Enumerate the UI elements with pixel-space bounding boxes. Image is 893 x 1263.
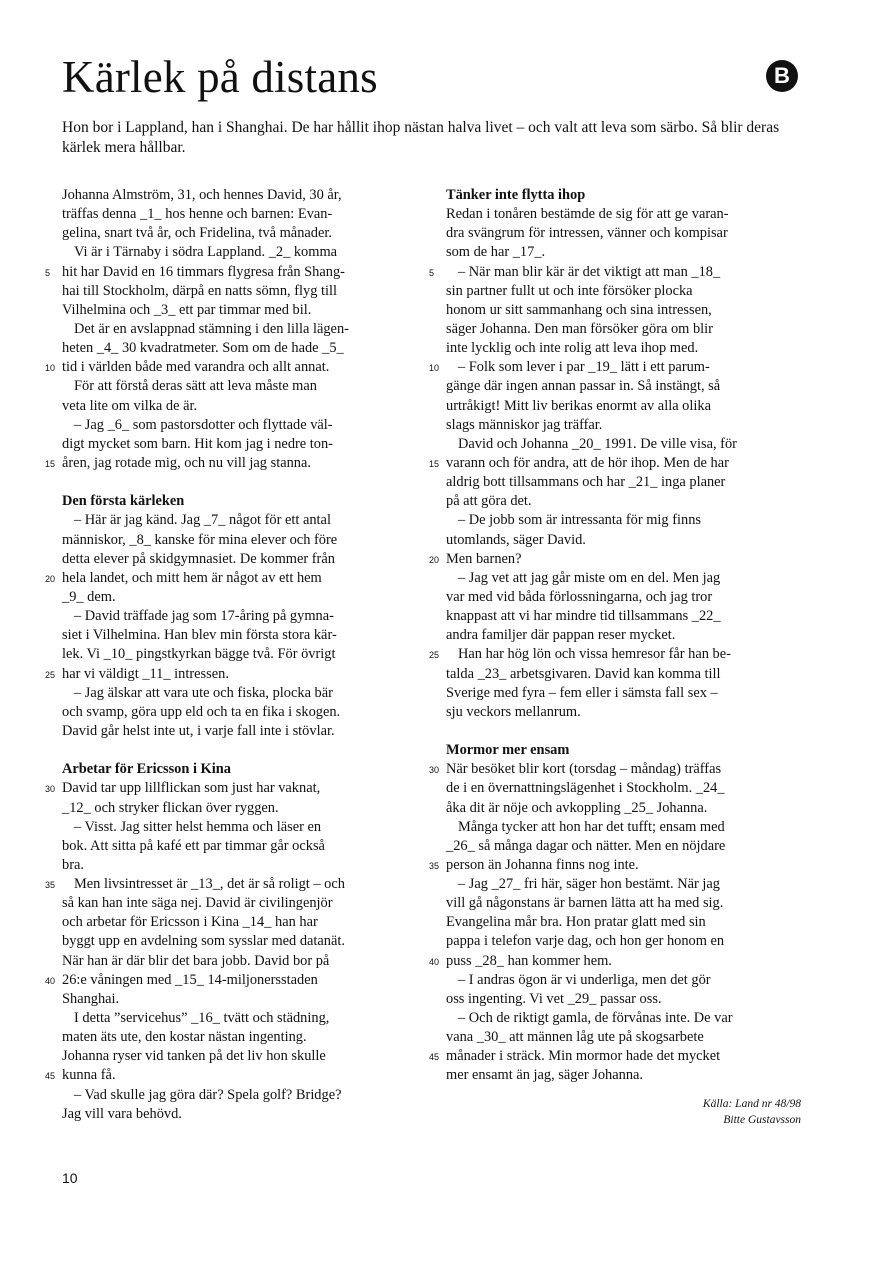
text-line	[446, 224, 806, 243]
text-line	[446, 1066, 806, 1085]
line-text: inte lycklig och inte rolig att leva ihop med.	[446, 340, 699, 357]
section-heading	[446, 186, 806, 205]
line-text: – Jag vet att jag går miste om en del. Men jag	[458, 569, 721, 586]
text-line	[446, 818, 806, 837]
line-number: 10	[45, 363, 56, 374]
left-column	[45, 186, 422, 1124]
line-text: – När man blir kär är det viktigt att man _18_	[458, 263, 721, 280]
line-text: vill gå någonstans är barnen lätta att ha med sig.	[446, 895, 724, 912]
line-text: varann och för andra, att de hör ihop. Men de har	[446, 454, 729, 471]
text-line	[62, 186, 422, 205]
page-number: 10	[62, 1170, 78, 1186]
line-number: 10	[429, 363, 440, 374]
text-line	[62, 320, 422, 339]
text-line	[62, 607, 422, 626]
article-title: Kärlek på distans	[62, 52, 378, 102]
text-line	[446, 377, 806, 396]
text-line	[446, 416, 806, 435]
text-line	[446, 932, 806, 951]
text-line	[446, 531, 806, 550]
line-text: var med vid båda förlossningarna, och jag tror	[446, 588, 713, 605]
text-line	[62, 1009, 422, 1028]
line-text: och arbetar för Ericsson i Kina _14_ han har	[62, 914, 318, 931]
text-line	[446, 1028, 806, 1047]
text-line	[45, 263, 422, 282]
line-text: urtråkigt! Mitt liv berikas enormt av alla olika	[446, 397, 711, 414]
line-text: – Vad skulle jag göra där? Spela golf? Bridge?	[74, 1086, 342, 1103]
article-intro: Hon bor i Lappland, han i Shanghai. De har hållit ihop nästan halva livet – och valt att leva som särbo. Så blir deras kärlek mera hållbar.	[62, 119, 780, 156]
text-line	[446, 779, 806, 798]
line-text: utomlands, säger David.	[446, 531, 586, 548]
section-heading	[62, 492, 422, 511]
line-number: 30	[45, 784, 56, 795]
line-text: som de har _17_.	[446, 244, 546, 261]
text-line	[45, 358, 422, 377]
text-line	[62, 205, 422, 224]
line-number: 25	[45, 669, 56, 680]
spacer	[62, 473, 422, 492]
line-text: _12_ och stryker flickan över ryggen.	[62, 799, 279, 816]
text-line	[446, 339, 806, 358]
text-line	[62, 435, 422, 454]
line-text: människor, _8_ kanske för mina elever och före	[62, 531, 338, 548]
line-text: byggt upp en avdelning som sysslar med datanät.	[62, 933, 345, 950]
line-text: bok. Att sitta på kafé ett par timmar går också	[62, 837, 325, 854]
source-citation: Källa: Land nr 48/98	[702, 1098, 801, 1110]
line-text: åren, jag rotade mig, och nu vill jag stanna.	[62, 454, 311, 471]
text-line	[446, 971, 806, 990]
text-line	[446, 913, 806, 932]
text-line	[45, 454, 422, 473]
line-text: David tar upp lillflickan som just har vaknat,	[62, 780, 321, 797]
text-line	[446, 492, 806, 511]
text-line	[62, 1086, 422, 1105]
line-text: Jag vill vara behövd.	[62, 1105, 182, 1122]
text-line	[429, 358, 806, 377]
text-line	[62, 588, 422, 607]
line-text: – Jag _27_ fri här, säger hon bestämt. När jag	[458, 876, 720, 893]
line-text: säger Johanna. Den man försöker göra om blir	[446, 320, 713, 337]
line-text: Vilhelmina och _3_ ett par timmar med bil.	[62, 301, 312, 318]
text-line	[62, 397, 422, 416]
line-text: hela landet, och mitt hem är något av ett hem	[62, 569, 322, 586]
line-text: och svamp, göra upp eld och ta en fika i skogen.	[62, 703, 341, 720]
source-author: Bitte Gustavsson	[723, 1114, 801, 1126]
text-line	[429, 645, 806, 664]
text-line	[446, 320, 806, 339]
text-line	[446, 875, 806, 894]
line-text: person än Johanna finns nog inte.	[446, 856, 639, 873]
text-line	[62, 894, 422, 913]
line-text: på att göra det.	[446, 493, 532, 510]
line-text: Johanna Almström, 31, och hennes David, 30 år,	[62, 187, 342, 203]
text-line	[446, 435, 806, 454]
line-text: – Jag _6_ som pastorsdotter och flyttade väl-	[74, 416, 333, 433]
line-text: tid i världen både med varandra och allt annat.	[62, 359, 330, 376]
line-text: – Här är jag känd. Jag _7_ något för ett antal	[74, 512, 331, 529]
line-text: bra.	[62, 856, 84, 873]
line-text: hai till Stockholm, därpå en natts sömn, flyg till	[62, 282, 337, 299]
line-text: sin partner fullt ut och inte försöker plocka	[446, 282, 693, 299]
line-number: 25	[429, 650, 440, 661]
line-text: siet i Vilhelmina. Han blev min första stora kär-	[62, 627, 337, 644]
text-line	[62, 282, 422, 301]
text-line	[62, 1028, 422, 1047]
text-line	[62, 416, 422, 435]
source-credit	[703, 1096, 801, 1128]
line-text: lek. Vi _10_ pingstkyrkan bägge två. För övrigt	[62, 646, 336, 663]
text-line	[45, 665, 422, 684]
text-line	[62, 339, 422, 358]
line-text: – David träffade jag som 17-åring på gymna-	[74, 608, 334, 625]
line-text: honom ur sitt sammanhang och sina intressen,	[446, 301, 712, 318]
text-line	[429, 263, 806, 282]
text-line	[446, 837, 806, 856]
text-line	[429, 952, 806, 971]
line-text: knappast att vi har mindre tid tillsammans _22_	[446, 608, 721, 625]
text-line	[62, 531, 422, 550]
line-text: Arbetar för Ericsson i Kina	[62, 761, 231, 778]
line-number: 45	[429, 1052, 440, 1063]
text-line	[446, 511, 806, 530]
text-line	[429, 454, 806, 473]
line-text: digt mycket som barn. Hit kom jag i nedre ton-	[62, 435, 333, 452]
text-line	[446, 665, 806, 684]
line-text: När besöket blir kort (torsdag – måndag) träffas	[446, 761, 722, 778]
text-line	[446, 684, 806, 703]
line-text: så kan han inte säga nej. David är civilingenjör	[62, 895, 333, 912]
text-line	[62, 645, 422, 664]
text-line	[446, 703, 806, 722]
text-line	[62, 626, 422, 645]
text-line	[446, 990, 806, 1009]
line-text: pappa i telefon varje dag, och hon ger honom en	[446, 933, 725, 950]
line-number: 5	[45, 267, 51, 278]
line-text: – I andras ögon är vi underliga, men det gör	[458, 971, 711, 988]
line-text: _26_ så många dagar och nätter. Men en nöjdare	[446, 837, 726, 854]
text-line	[446, 301, 806, 320]
right-column	[429, 186, 806, 1086]
line-text: har vi väldigt _11_ intressen.	[62, 665, 229, 682]
text-line	[62, 1105, 422, 1124]
line-text: puss _28_ han kommer hem.	[446, 952, 612, 969]
line-text: – Och de riktigt gamla, de förvånas inte. De var	[458, 1010, 733, 1027]
line-text: de i en övernattningslägenhet i Stockholm. _24_	[446, 780, 725, 797]
section-heading	[446, 741, 806, 760]
line-number: 40	[45, 975, 56, 986]
line-text: För att förstå deras sätt att leva måste man	[74, 378, 317, 395]
section-heading	[62, 760, 422, 779]
text-line	[62, 799, 422, 818]
text-line	[62, 837, 422, 856]
text-line	[446, 626, 806, 645]
line-number: 20	[45, 573, 56, 584]
line-text: aldrig bott tillsammans och har _21_ inga planer	[446, 474, 726, 491]
text-line	[62, 932, 422, 951]
text-line	[446, 588, 806, 607]
line-text: heten _4_ 30 kvadratmeter. Som om de hade _5_	[62, 340, 344, 357]
line-number: 15	[45, 458, 56, 469]
line-text: – Jag älskar att vara ute och fiska, plocka bär	[74, 684, 333, 701]
line-text: När han är där blir det bara jobb. David bor på	[62, 952, 330, 969]
line-number: 5	[429, 267, 435, 278]
line-text: Många tycker att hon har det tufft; ensam med	[458, 818, 725, 835]
line-text: Mormor mer ensam	[446, 742, 570, 759]
text-line	[45, 779, 422, 798]
line-text: åka dit är nöje och avkoppling _25_ Johanna.	[446, 799, 708, 816]
line-text: veta lite om vilka de är.	[62, 397, 198, 414]
line-text: Tänker inte flytta ihop	[446, 187, 586, 203]
text-line	[62, 224, 422, 243]
line-text: – De jobb som är intressanta för mig finns	[458, 512, 701, 529]
text-line	[45, 1066, 422, 1085]
text-line	[62, 243, 422, 262]
text-line	[62, 1047, 422, 1066]
line-text: Johanna ryser vid tanken på det liv hon skulle	[62, 1048, 326, 1065]
text-line	[62, 818, 422, 837]
text-line	[429, 550, 806, 569]
level-badge: B	[766, 60, 798, 92]
line-text: hit har David en 16 timmars flygresa från Shang-	[62, 263, 345, 280]
line-number: 20	[429, 554, 440, 565]
text-line	[62, 684, 422, 703]
text-line	[45, 875, 422, 894]
line-number: 35	[45, 880, 56, 891]
text-line	[62, 856, 422, 875]
line-text: månader i sträck. Min mormor hade det mycket	[446, 1048, 721, 1065]
line-text: mer ensamt än jag, säger Johanna.	[446, 1067, 643, 1084]
line-number: 45	[45, 1071, 56, 1082]
line-text: gelina, snart två år, och Fridelina, två månader.	[62, 225, 332, 242]
line-text: träffas denna _1_ hos henne och barnen: Evan-	[62, 206, 333, 223]
line-text: Men barnen?	[446, 550, 522, 567]
line-text: I detta ”servicehus” _16_ tvätt och städning,	[74, 1010, 330, 1027]
spacer	[446, 722, 806, 741]
text-line	[62, 703, 422, 722]
line-number: 30	[429, 765, 440, 776]
line-text: andra familjer där pappan reser mycket.	[446, 627, 676, 644]
line-text: dra svängrum för intressen, vänner och kompisar	[446, 225, 728, 242]
text-line	[62, 913, 422, 932]
text-line	[446, 1009, 806, 1028]
line-text: slags människor jag träffar.	[446, 416, 603, 433]
line-text: detta elever på skidgymnasiet. De kommer från	[62, 550, 335, 567]
line-text: talda _23_ arbetsgivaren. David kan komma till	[446, 665, 721, 682]
text-line	[446, 243, 806, 262]
line-text: Evangelina mår bra. Hon pratar glatt med sin	[446, 914, 706, 931]
line-text: Den första kärleken	[62, 493, 185, 510]
text-line	[62, 952, 422, 971]
line-text: – Folk som lever i par _19_ lätt i ett parum-	[458, 359, 710, 376]
line-number: 40	[429, 956, 440, 967]
spacer	[62, 741, 422, 760]
line-text: maten äts ute, den kostar nästan ingenting.	[62, 1029, 307, 1046]
line-number: 35	[429, 860, 440, 871]
line-text: vana _30_ att männen låg ute på skogsarbete	[446, 1029, 704, 1046]
text-line	[62, 990, 422, 1009]
line-text: oss ingenting. Vi vet _29_ passar oss.	[446, 990, 662, 1007]
line-text: David går helst inte ut, i varje fall inte i stövlar.	[62, 722, 335, 739]
text-line	[446, 894, 806, 913]
text-line	[429, 1047, 806, 1066]
line-text: sju veckors mellanrum.	[446, 703, 581, 720]
line-text: Redan i tonåren bestämde de sig för att ge varan-	[446, 206, 729, 223]
line-number: 15	[429, 458, 440, 469]
line-text: Men livsintresset är _13_, det är så roligt – och	[74, 876, 345, 893]
text-line	[446, 205, 806, 224]
line-text: Vi är i Tärnaby i södra Lappland. _2_ komma	[74, 244, 338, 261]
line-text: Shanghai.	[62, 990, 120, 1007]
text-line	[62, 377, 422, 396]
line-text: Det är en avslappnad stämning i den lilla lägen-	[74, 320, 349, 337]
line-text: kunna få.	[62, 1067, 116, 1084]
text-line	[62, 301, 422, 320]
text-line	[446, 282, 806, 301]
line-text: – Visst. Jag sitter helst hemma och läser en	[74, 818, 322, 835]
line-text: Sverige med fyra – fem eller i sämsta fall sex –	[446, 684, 718, 701]
text-line	[62, 511, 422, 530]
text-line	[429, 856, 806, 875]
text-line	[45, 569, 422, 588]
text-line	[446, 473, 806, 492]
text-line	[446, 607, 806, 626]
text-line	[62, 550, 422, 569]
line-text: _9_ dem.	[62, 588, 116, 605]
text-line	[446, 799, 806, 818]
text-line	[45, 971, 422, 990]
text-line	[446, 397, 806, 416]
line-text: Han har hög lön och vissa hemresor får han be-	[458, 646, 731, 663]
line-text: David och Johanna _20_ 1991. De ville visa, för	[458, 435, 737, 452]
line-text: gänge där ingen annan passar in. Så instängt, så	[446, 378, 721, 395]
line-text: 26:e våningen med _15_ 14-miljonersstaden	[62, 971, 318, 988]
text-line	[429, 760, 806, 779]
text-line	[62, 722, 422, 741]
text-line	[446, 569, 806, 588]
